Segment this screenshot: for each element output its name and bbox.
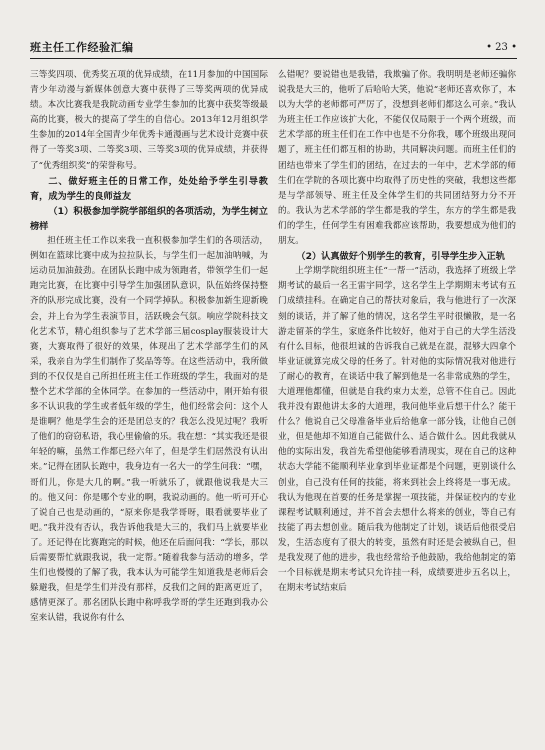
subsection-heading-2: （2）认真做好个别学生的教育，引导学生步入正轨 xyxy=(296,251,505,263)
page-header xyxy=(30,40,517,56)
page-number: • 23 • xyxy=(486,42,517,53)
right-column xyxy=(278,68,516,596)
journal-title: 班主任工作经验汇编 xyxy=(30,41,134,54)
intro-paragraph: 三等奖四项、优秀奖五项的优异成绩，在11月参加的中国国际青少年动漫与新媒体创意大赛中获得了三等奖两项的优异成绩。本次比赛我是我院动画专业学生参加的比赛中获奖等级最高的比赛，极大的提高了学生的自信心。2013年12月组织学生参加的2014年全国青少年优秀卡通漫画与艺术设计竞赛中获得了一等奖3项、二等奖3项、三等奖3项的优异成绩，并获得了“优秀组织奖”的荣誉称号。 xyxy=(30,70,268,171)
left-column xyxy=(30,68,268,626)
subsection-heading-1: （1）积极参加学院学部组织的各项活动，为学生树立榜样 xyxy=(30,205,268,232)
continued-paragraph: 么错呢？要说错也是我错，我欺骗了你。我明明是老师还骗你说我是大三的，他听了后哈哈大笑，他说“老师还喜欢你了，本以为大学的老师都可严厉了，没想到老师们都这么可亲。”我认为班主任工作应该扩大化，不能仅仅局限于一个两个班级，而艺术学部的班主任们在工作中也是不分你我，哪个班级出现问题了，班主任们都互相的协助，共同解决问题。而班主任们的团结也带来了学生们的团结，在过去的一年中，艺术学部的师生们在学院的各项比赛中均取得了历史性的突破，我想这些都是与学部领导、班主任及全体学生们的共同团结努力分不开的。我认为艺术学部的学生都是我的学生，东方的学生都是我们的学生，任何学生有困难我都应该帮助，我要想成为他们的朋友。 xyxy=(278,70,516,247)
body-paragraph-1: 担任班主任工作以来我一直积极参加学生们的各项活动，例如在篮球比赛中成为拉拉队长，与学生们一起加油呐喊，为运动员加油鼓劲。在团队长跑中成为领跑者，带领学生们一起跑完比赛，在比赛中引导学生加强团队意识，队伍始终保持整齐的队形完成比赛，没有一个同学掉队。积极参加新生迎新晚会，并上台为学生表演节目，活跃晚会气氛。响应学院科技文化艺术节，精心组织参与了艺术学部三届cosplay服装设计大赛，大赛取得了很好的效果，体现出了艺术学部学生们的风采，我亲自为学生们制作了奖品等等。在这些活动中，我所做到的不仅仅是自己所担任班主任工作班级的学生，我面对的是整个艺术学部的全体同学。在参加的一些活动中，刚开始有很多不认识我的学生或者低年级的学生，他们经常会问：这个人是谁啊？他是学生会的还是团总支的？我怎么没见过呢？我听了他们的窃窃私语，我心里偷偷的乐。我在想：“其实我还是很年轻的嘛，虽然工作都已经六年了，但是学生们居然没有认出来。”记得在团队长跑中，我身边有一名大一的学生问我：“嘿，哥们儿，你是大几的啊。”我一听就乐了，就跟他说我是大三的。他又问：你是哪个专业的啊，我说动画的。他一听可开心了说自己也是动画的，“原来你是我学哥呀，眼看就要毕业了吧。”我并没有否认，我告诉他我是大三的，我们马上就要毕业了。还记得在比赛跑完的时候，他还在后面问我：“学长，那以后需要帮忙就跟我说，我一定帮。”随着我参与活动的增多，学生们也慢慢的了解了我，我本认为可能学生知道我是老师后会躲避我，但是学生们并没有那样，反我们之间的距离更近了，感情更深了。那名团队长跑中称呼我学哥的学生还跑到我办公室来认错，我说你有什么 xyxy=(30,236,268,624)
body-paragraph-2: 上学期学院组织班主任“一帮一”活动，我选择了班级上学期考试的最后一名王雷宇同学，这名学生上学期期末考试有五门成绩挂科。在确定自己的帮扶对象后，我与他进行了一次深刻的谈话，并了解了他的情况，这名学生平时很懒散，是一名游走留茶的学生，家庭条件比较好，他对于自己的大学生活没有什么目标，他很坦诚的告诉我自己就是在混，混够大四拿个毕业证就算完成父母的任务了。针对他的实际情况我对他进行了耐心的教育，在谈话中我了解到他是一名非常成熟的学生，大道理他都懂，但就是自我约束力太差，总管不住自己。因此我并没有跟他讲太多的大道理，我问他毕业后想干什么？能干什么？他说自己父母准备毕业后给他拿一部分钱，让他自己创业，但是他却不知道自己能做什么、适合做什么。因此我就从他的实际出发，我首先希望他能够看清现实，现在自己的这种状态大学能不能顺利毕业拿到毕业证都是个问题，更别谈什么创业，自己没有任何的技能，将来到社会上终将是一事无成。我认为他现在首要的任务是掌握一项技能，并保证校内的专业课程考试顺利通过，并不首会去想什么将来的创业，等自己有技能了再去想创业。随后我为他制定了计划，谈话后他很受启发，生活态度有了很大的转变，虽然有时还是会被纵自己，但是我发现了他的进步，我也经常给予他鼓励，我给他制定的第一个目标就是期末考试只允许挂一科，成绩要进步五名以上，在期末考试结束后 xyxy=(278,266,516,594)
section-heading: 二、做好班主任的日常工作，处处给予学生引导教育，成为学生的良师益友 xyxy=(30,175,268,202)
header-rule xyxy=(30,58,517,59)
